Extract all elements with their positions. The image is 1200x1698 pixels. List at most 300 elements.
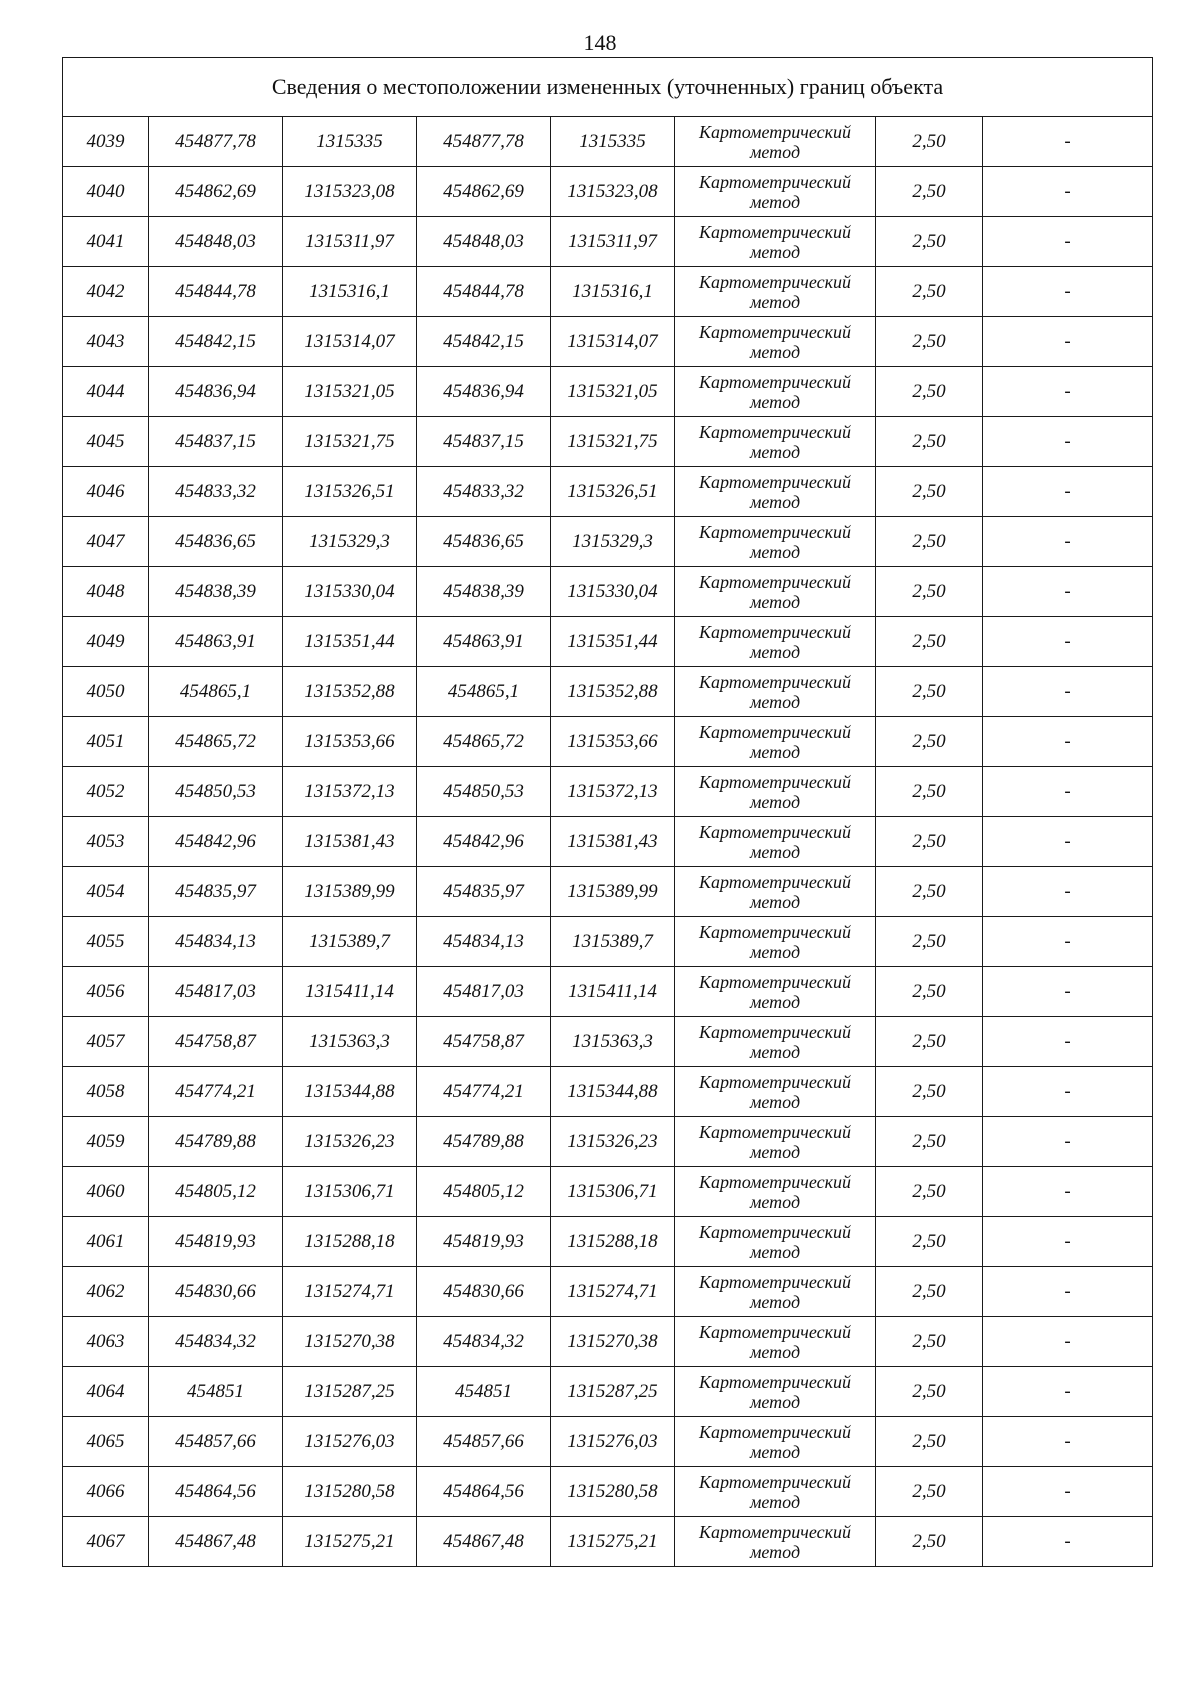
- table-body: [63, 58, 1153, 1567]
- point-number-cell: 4059: [63, 1117, 149, 1167]
- y-refined-cell: 1315287,25: [551, 1367, 675, 1417]
- x-refined-cell: 454857,66: [417, 1417, 551, 1467]
- method-line-1: Картометрический: [698, 1271, 851, 1292]
- y-refined-cell: 1315381,43: [551, 817, 675, 867]
- table-row: [63, 1367, 1153, 1417]
- method-line-1: Картометрический: [698, 871, 851, 892]
- point-number-cell: 4065: [63, 1417, 149, 1467]
- table-row: [63, 867, 1153, 917]
- y-refined-cell: 1315323,08: [551, 167, 675, 217]
- method-cell: [675, 717, 876, 767]
- x-existing-cell: 454865,1: [149, 667, 283, 717]
- y-refined-cell: 1315411,14: [551, 967, 675, 1017]
- x-refined-cell: 454836,65: [417, 517, 551, 567]
- method-line-1: Картометрический: [698, 321, 851, 342]
- accuracy-cell: 2,50: [876, 1117, 983, 1167]
- method-line-1: Картометрический: [698, 1471, 851, 1492]
- table-row: [63, 517, 1153, 567]
- method-line-1: Картометрический: [698, 1171, 851, 1192]
- x-existing-cell: 454836,65: [149, 517, 283, 567]
- method-cell: [675, 517, 876, 567]
- y-existing-cell: 1315344,88: [283, 1067, 417, 1117]
- method-line-1: Картометрический: [698, 121, 851, 142]
- note-cell: -: [983, 217, 1153, 267]
- accuracy-cell: 2,50: [876, 217, 983, 267]
- method-line-2: метод: [749, 241, 801, 262]
- x-existing-cell: 454842,96: [149, 817, 283, 867]
- method-line-2: метод: [749, 341, 801, 362]
- note-cell: -: [983, 917, 1153, 967]
- y-existing-cell: 1315335: [283, 117, 417, 167]
- note-cell: -: [983, 117, 1153, 167]
- x-existing-cell: 454837,15: [149, 417, 283, 467]
- table-row: [63, 1517, 1153, 1567]
- note-cell: -: [983, 667, 1153, 717]
- y-existing-cell: 1315363,3: [283, 1017, 417, 1067]
- y-existing-cell: 1315329,3: [283, 517, 417, 567]
- method-cell: [675, 1017, 876, 1067]
- x-refined-cell: 454862,69: [417, 167, 551, 217]
- x-existing-cell: 454834,32: [149, 1317, 283, 1367]
- y-existing-cell: 1315316,1: [283, 267, 417, 317]
- y-existing-cell: 1315321,75: [283, 417, 417, 467]
- y-refined-cell: 1315274,71: [551, 1267, 675, 1317]
- y-refined-cell: 1315351,44: [551, 617, 675, 667]
- accuracy-cell: 2,50: [876, 1017, 983, 1067]
- note-cell: -: [983, 967, 1153, 1017]
- x-existing-cell: 454857,66: [149, 1417, 283, 1467]
- y-existing-cell: 1315389,99: [283, 867, 417, 917]
- point-number-cell: 4040: [63, 167, 149, 217]
- note-cell: -: [983, 817, 1153, 867]
- method-line-1: Картометрический: [698, 1421, 851, 1442]
- y-refined-cell: 1315311,97: [551, 217, 675, 267]
- accuracy-cell: 2,50: [876, 867, 983, 917]
- method-line-2: метод: [749, 641, 801, 662]
- point-number-cell: 4044: [63, 367, 149, 417]
- point-number-cell: 4053: [63, 817, 149, 867]
- point-number-cell: 4054: [63, 867, 149, 917]
- table-row: [63, 1217, 1153, 1267]
- x-refined-cell: 454848,03: [417, 217, 551, 267]
- method-line-1: Картометрический: [698, 171, 851, 192]
- method-line-2: метод: [749, 1541, 801, 1562]
- y-existing-cell: 1315351,44: [283, 617, 417, 667]
- note-cell: -: [983, 867, 1153, 917]
- method-cell: [675, 167, 876, 217]
- accuracy-cell: 2,50: [876, 417, 983, 467]
- y-refined-cell: 1315326,23: [551, 1117, 675, 1167]
- point-number-cell: 4062: [63, 1267, 149, 1317]
- x-existing-cell: 454863,91: [149, 617, 283, 667]
- method-cell: [675, 267, 876, 317]
- method-line-1: Картометрический: [698, 1021, 851, 1042]
- accuracy-cell: 2,50: [876, 517, 983, 567]
- note-cell: -: [983, 1317, 1153, 1367]
- method-cell: [675, 117, 876, 167]
- method-line-1: Картометрический: [698, 471, 851, 492]
- x-refined-cell: 454835,97: [417, 867, 551, 917]
- method-cell: [675, 1067, 876, 1117]
- method-cell: [675, 1167, 876, 1217]
- note-cell: -: [983, 1217, 1153, 1267]
- point-number-cell: 4039: [63, 117, 149, 167]
- table-row: [63, 1167, 1153, 1217]
- y-existing-cell: 1315306,71: [283, 1167, 417, 1217]
- accuracy-cell: 2,50: [876, 1417, 983, 1467]
- note-cell: -: [983, 1017, 1153, 1067]
- method-cell: [675, 767, 876, 817]
- method-line-2: метод: [749, 1191, 801, 1212]
- accuracy-cell: 2,50: [876, 717, 983, 767]
- x-existing-cell: 454877,78: [149, 117, 283, 167]
- method-line-2: метод: [749, 1391, 801, 1412]
- method-cell: [675, 917, 876, 967]
- point-number-cell: 4057: [63, 1017, 149, 1067]
- method-cell: [675, 1117, 876, 1167]
- y-existing-cell: 1315276,03: [283, 1417, 417, 1467]
- x-refined-cell: 454817,03: [417, 967, 551, 1017]
- accuracy-cell: 2,50: [876, 1367, 983, 1417]
- x-refined-cell: 454833,32: [417, 467, 551, 517]
- accuracy-cell: 2,50: [876, 617, 983, 667]
- x-existing-cell: 454833,32: [149, 467, 283, 517]
- accuracy-cell: 2,50: [876, 1167, 983, 1217]
- accuracy-cell: 2,50: [876, 117, 983, 167]
- y-existing-cell: 1315330,04: [283, 567, 417, 617]
- method-line-2: метод: [749, 391, 801, 412]
- x-refined-cell: 454851: [417, 1367, 551, 1417]
- accuracy-cell: 2,50: [876, 967, 983, 1017]
- method-line-2: метод: [749, 191, 801, 212]
- method-cell: [675, 1217, 876, 1267]
- table-row: [63, 467, 1153, 517]
- x-refined-cell: 454844,78: [417, 267, 551, 317]
- method-line-2: метод: [749, 741, 801, 762]
- method-cell: [675, 967, 876, 1017]
- accuracy-cell: 2,50: [876, 467, 983, 517]
- table-row: [63, 717, 1153, 767]
- y-existing-cell: 1315270,38: [283, 1317, 417, 1367]
- table-row: [63, 417, 1153, 467]
- x-existing-cell: 454758,87: [149, 1017, 283, 1067]
- note-cell: -: [983, 767, 1153, 817]
- accuracy-cell: 2,50: [876, 1067, 983, 1117]
- y-existing-cell: 1315311,97: [283, 217, 417, 267]
- x-refined-cell: 454805,12: [417, 1167, 551, 1217]
- method-line-1: Картометрический: [698, 1521, 851, 1542]
- table-title-row: [63, 58, 1153, 117]
- method-line-1: Картометрический: [698, 221, 851, 242]
- x-refined-cell: 454830,66: [417, 1267, 551, 1317]
- x-existing-cell: 454805,12: [149, 1167, 283, 1217]
- x-refined-cell: 454842,96: [417, 817, 551, 867]
- table-row: [63, 817, 1153, 867]
- point-number-cell: 4055: [63, 917, 149, 967]
- table-row: [63, 167, 1153, 217]
- method-cell: [675, 1467, 876, 1517]
- y-existing-cell: 1315352,88: [283, 667, 417, 717]
- y-refined-cell: 1315276,03: [551, 1417, 675, 1467]
- y-refined-cell: 1315321,75: [551, 417, 675, 467]
- table-row: [63, 1317, 1153, 1367]
- note-cell: -: [983, 1117, 1153, 1167]
- method-line-2: метод: [749, 291, 801, 312]
- method-line-2: метод: [749, 991, 801, 1012]
- y-refined-cell: 1315326,51: [551, 467, 675, 517]
- y-refined-cell: 1315270,38: [551, 1317, 675, 1367]
- note-cell: -: [983, 317, 1153, 367]
- table-row: [63, 1017, 1153, 1067]
- x-refined-cell: 454789,88: [417, 1117, 551, 1167]
- accuracy-cell: 2,50: [876, 917, 983, 967]
- method-line-2: метод: [749, 691, 801, 712]
- accuracy-cell: 2,50: [876, 1467, 983, 1517]
- method-line-2: метод: [749, 541, 801, 562]
- method-line-2: метод: [749, 1441, 801, 1462]
- x-existing-cell: 454862,69: [149, 167, 283, 217]
- point-number-cell: 4056: [63, 967, 149, 1017]
- accuracy-cell: 2,50: [876, 367, 983, 417]
- method-line-2: метод: [749, 1291, 801, 1312]
- note-cell: -: [983, 1367, 1153, 1417]
- table-row: [63, 617, 1153, 667]
- point-number-cell: 4042: [63, 267, 149, 317]
- y-refined-cell: 1315321,05: [551, 367, 675, 417]
- table-row: [63, 1467, 1153, 1517]
- x-existing-cell: 454850,53: [149, 767, 283, 817]
- x-existing-cell: 454836,94: [149, 367, 283, 417]
- point-number-cell: 4050: [63, 667, 149, 717]
- x-existing-cell: 454835,97: [149, 867, 283, 917]
- method-line-2: метод: [749, 441, 801, 462]
- y-existing-cell: 1315326,23: [283, 1117, 417, 1167]
- accuracy-cell: 2,50: [876, 1517, 983, 1567]
- method-line-1: Картометрический: [698, 271, 851, 292]
- table-row: [63, 1267, 1153, 1317]
- note-cell: -: [983, 467, 1153, 517]
- note-cell: -: [983, 367, 1153, 417]
- y-existing-cell: 1315326,51: [283, 467, 417, 517]
- point-number-cell: 4048: [63, 567, 149, 617]
- method-line-2: метод: [749, 1341, 801, 1362]
- table-title: Сведения о местоположении измененных (уточненных) границ объекта: [63, 58, 1153, 117]
- note-cell: -: [983, 267, 1153, 317]
- x-refined-cell: 454863,91: [417, 617, 551, 667]
- table-row: [63, 117, 1153, 167]
- method-cell: [675, 1417, 876, 1467]
- note-cell: -: [983, 717, 1153, 767]
- x-existing-cell: 454819,93: [149, 1217, 283, 1267]
- y-refined-cell: 1315335: [551, 117, 675, 167]
- y-existing-cell: 1315321,05: [283, 367, 417, 417]
- table-row: [63, 267, 1153, 317]
- x-refined-cell: 454865,72: [417, 717, 551, 767]
- y-refined-cell: 1315353,66: [551, 717, 675, 767]
- table-row: [63, 1417, 1153, 1467]
- table-row: [63, 967, 1153, 1017]
- boundary-coordinates-table: [62, 57, 1153, 1567]
- y-refined-cell: 1315306,71: [551, 1167, 675, 1217]
- point-number-cell: 4067: [63, 1517, 149, 1567]
- method-line-2: метод: [749, 1041, 801, 1062]
- method-cell: [675, 1267, 876, 1317]
- y-existing-cell: 1315381,43: [283, 817, 417, 867]
- x-existing-cell: 454817,03: [149, 967, 283, 1017]
- method-cell: [675, 317, 876, 367]
- x-existing-cell: 454842,15: [149, 317, 283, 367]
- point-number-cell: 4063: [63, 1317, 149, 1367]
- x-existing-cell: 454844,78: [149, 267, 283, 317]
- x-refined-cell: 454758,87: [417, 1017, 551, 1067]
- note-cell: -: [983, 567, 1153, 617]
- note-cell: -: [983, 1517, 1153, 1567]
- y-existing-cell: 1315280,58: [283, 1467, 417, 1517]
- point-number-cell: 4064: [63, 1367, 149, 1417]
- method-line-1: Картометрический: [698, 821, 851, 842]
- method-cell: [675, 1317, 876, 1367]
- method-cell: [675, 1367, 876, 1417]
- point-number-cell: 4058: [63, 1067, 149, 1117]
- point-number-cell: 4052: [63, 767, 149, 817]
- method-cell: [675, 867, 876, 917]
- y-refined-cell: 1315372,13: [551, 767, 675, 817]
- x-existing-cell: 454865,72: [149, 717, 283, 767]
- x-refined-cell: 454819,93: [417, 1217, 551, 1267]
- point-number-cell: 4049: [63, 617, 149, 667]
- note-cell: -: [983, 1417, 1153, 1467]
- method-line-2: метод: [749, 791, 801, 812]
- method-line-2: метод: [749, 841, 801, 862]
- table-row: [63, 567, 1153, 617]
- method-line-1: Картометрический: [698, 621, 851, 642]
- y-refined-cell: 1315389,99: [551, 867, 675, 917]
- y-existing-cell: 1315353,66: [283, 717, 417, 767]
- note-cell: -: [983, 1167, 1153, 1217]
- y-refined-cell: 1315275,21: [551, 1517, 675, 1567]
- method-line-1: Картометрический: [698, 771, 851, 792]
- method-line-2: метод: [749, 1091, 801, 1112]
- x-refined-cell: 454838,39: [417, 567, 551, 617]
- point-number-cell: 4045: [63, 417, 149, 467]
- y-refined-cell: 1315330,04: [551, 567, 675, 617]
- table-row: [63, 767, 1153, 817]
- x-refined-cell: 454864,56: [417, 1467, 551, 1517]
- x-existing-cell: 454864,56: [149, 1467, 283, 1517]
- method-line-2: метод: [749, 891, 801, 912]
- x-existing-cell: 454867,48: [149, 1517, 283, 1567]
- accuracy-cell: 2,50: [876, 1217, 983, 1267]
- accuracy-cell: 2,50: [876, 317, 983, 367]
- page-number: 148: [583, 30, 617, 55]
- method-line-1: Картометрический: [698, 671, 851, 692]
- accuracy-cell: 2,50: [876, 767, 983, 817]
- note-cell: -: [983, 1067, 1153, 1117]
- accuracy-cell: 2,50: [876, 267, 983, 317]
- method-line-1: Картометрический: [698, 1221, 851, 1242]
- method-line-1: Картометрический: [698, 371, 851, 392]
- point-number-cell: 4047: [63, 517, 149, 567]
- note-cell: -: [983, 167, 1153, 217]
- method-cell: [675, 367, 876, 417]
- accuracy-cell: 2,50: [876, 817, 983, 867]
- method-line-1: Картометрический: [698, 721, 851, 742]
- method-line-1: Картометрический: [698, 921, 851, 942]
- accuracy-cell: 2,50: [876, 667, 983, 717]
- point-number-cell: 4051: [63, 717, 149, 767]
- method-line-2: метод: [749, 1491, 801, 1512]
- y-refined-cell: 1315314,07: [551, 317, 675, 367]
- y-existing-cell: 1315314,07: [283, 317, 417, 367]
- x-refined-cell: 454774,21: [417, 1067, 551, 1117]
- x-refined-cell: 454834,32: [417, 1317, 551, 1367]
- method-cell: [675, 617, 876, 667]
- note-cell: -: [983, 617, 1153, 667]
- x-refined-cell: 454867,48: [417, 1517, 551, 1567]
- method-line-2: метод: [749, 141, 801, 162]
- point-number-cell: 4060: [63, 1167, 149, 1217]
- x-refined-cell: 454842,15: [417, 317, 551, 367]
- method-cell: [675, 567, 876, 617]
- y-existing-cell: 1315323,08: [283, 167, 417, 217]
- method-line-1: Картометрический: [698, 1371, 851, 1392]
- x-refined-cell: 454877,78: [417, 117, 551, 167]
- method-line-1: Картометрический: [698, 1321, 851, 1342]
- point-number-cell: 4041: [63, 217, 149, 267]
- method-line-2: метод: [749, 591, 801, 612]
- y-refined-cell: 1315329,3: [551, 517, 675, 567]
- note-cell: -: [983, 517, 1153, 567]
- accuracy-cell: 2,50: [876, 1317, 983, 1367]
- x-existing-cell: 454789,88: [149, 1117, 283, 1167]
- method-line-1: Картометрический: [698, 971, 851, 992]
- accuracy-cell: 2,50: [876, 1267, 983, 1317]
- note-cell: -: [983, 1467, 1153, 1517]
- note-cell: -: [983, 1267, 1153, 1317]
- y-refined-cell: 1315389,7: [551, 917, 675, 967]
- method-line-2: метод: [749, 1141, 801, 1162]
- table-row: [63, 1067, 1153, 1117]
- x-existing-cell: 454834,13: [149, 917, 283, 967]
- method-line-2: метод: [749, 941, 801, 962]
- method-cell: [675, 467, 876, 517]
- point-number-cell: 4061: [63, 1217, 149, 1267]
- x-existing-cell: 454851: [149, 1367, 283, 1417]
- point-number-cell: 4066: [63, 1467, 149, 1517]
- x-existing-cell: 454774,21: [149, 1067, 283, 1117]
- y-existing-cell: 1315275,21: [283, 1517, 417, 1567]
- y-refined-cell: 1315363,3: [551, 1017, 675, 1067]
- table-row: [63, 217, 1153, 267]
- y-existing-cell: 1315274,71: [283, 1267, 417, 1317]
- accuracy-cell: 2,50: [876, 567, 983, 617]
- y-refined-cell: 1315288,18: [551, 1217, 675, 1267]
- method-line-1: Картометрический: [698, 521, 851, 542]
- table-row: [63, 367, 1153, 417]
- method-line-1: Картометрический: [698, 1121, 851, 1142]
- y-refined-cell: 1315344,88: [551, 1067, 675, 1117]
- method-line-2: метод: [749, 1241, 801, 1262]
- accuracy-cell: 2,50: [876, 167, 983, 217]
- method-cell: [675, 667, 876, 717]
- y-existing-cell: 1315372,13: [283, 767, 417, 817]
- method-line-1: Картометрический: [698, 1071, 851, 1092]
- method-cell: [675, 417, 876, 467]
- table-row: [63, 667, 1153, 717]
- x-existing-cell: 454830,66: [149, 1267, 283, 1317]
- note-cell: -: [983, 417, 1153, 467]
- x-refined-cell: 454865,1: [417, 667, 551, 717]
